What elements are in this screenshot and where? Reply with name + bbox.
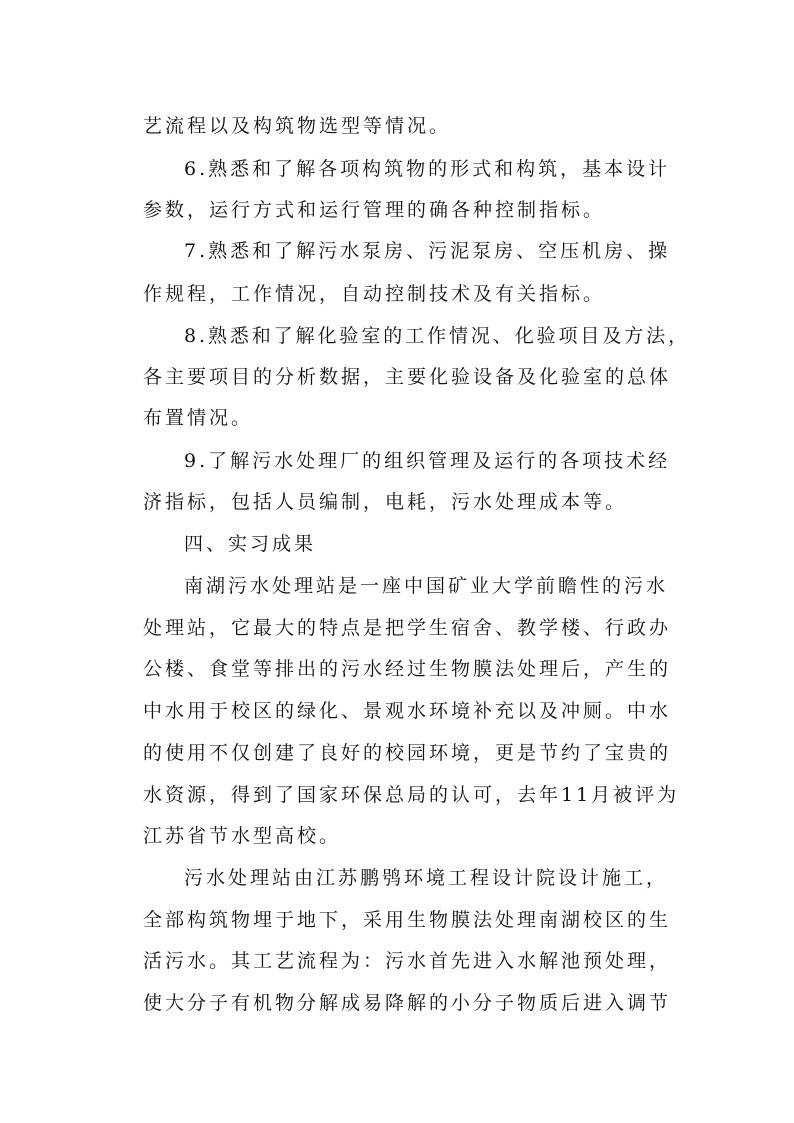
paragraph-start: 南湖污水处理站是一座中国矿业大学前瞻性的污水: [184, 575, 669, 597]
text-line: 公楼、食堂等排出的污水经过生物膜法处理后，产生的: [143, 658, 672, 680]
text-line: 艺流程以及构筑物选型等情况。: [143, 115, 452, 137]
text-line: 济指标，包括人员编制，电耗，污水处理成本等。: [143, 491, 628, 513]
section-heading: 四、实习成果: [184, 533, 317, 555]
text-line: 布置情况。: [143, 407, 254, 429]
text-line: 中水用于校区的绿化、景观水环境补充以及冲厕。中水: [143, 700, 672, 722]
list-item-9: 9.了解污水处理厂的组织管理及运行的各项技术经: [184, 450, 671, 472]
text-line: 使大分子有机物分解成易降解的小分子物质后进入调节: [143, 992, 672, 1014]
text-line: 水资源，得到了国家环保总局的认可，去年11月被评为: [143, 784, 680, 806]
text-line: 作规程，工作情况，自动控制技术及有关指标。: [143, 283, 606, 305]
text-line: 全部构筑物埋于地下，采用生物膜法处理南湖校区的生: [143, 909, 672, 931]
paragraph-start: 污水处理站由江苏鹏鸮环境工程设计院设计施工，: [184, 867, 669, 889]
text-line: 江苏省节水型高校。: [143, 825, 342, 847]
list-item-6: 6.熟悉和了解各项构筑物的形式和构筑，基本设计: [184, 158, 671, 180]
text-line: 各主要项目的分析数据，主要化验设备及化验室的总体: [143, 366, 672, 388]
text-line: 处理站，它最大的特点是把学生宿舍、教学楼、行政办: [143, 617, 672, 639]
text-line: 活污水。其工艺流程为：污水首先进入水解池预处理，: [143, 950, 672, 972]
text-line: 的使用不仅创建了良好的校园环境，更是节约了宝贵的: [143, 742, 672, 764]
list-item-8: 8.熟悉和了解化验室的工作情况、化验项目及方法，: [184, 325, 690, 347]
text-line: 参数，运行方式和运行管理的确各种控制指标。: [143, 199, 606, 221]
list-item-7: 7.熟悉和了解污水泵房、污泥泵房、空压机房、操: [184, 240, 671, 262]
